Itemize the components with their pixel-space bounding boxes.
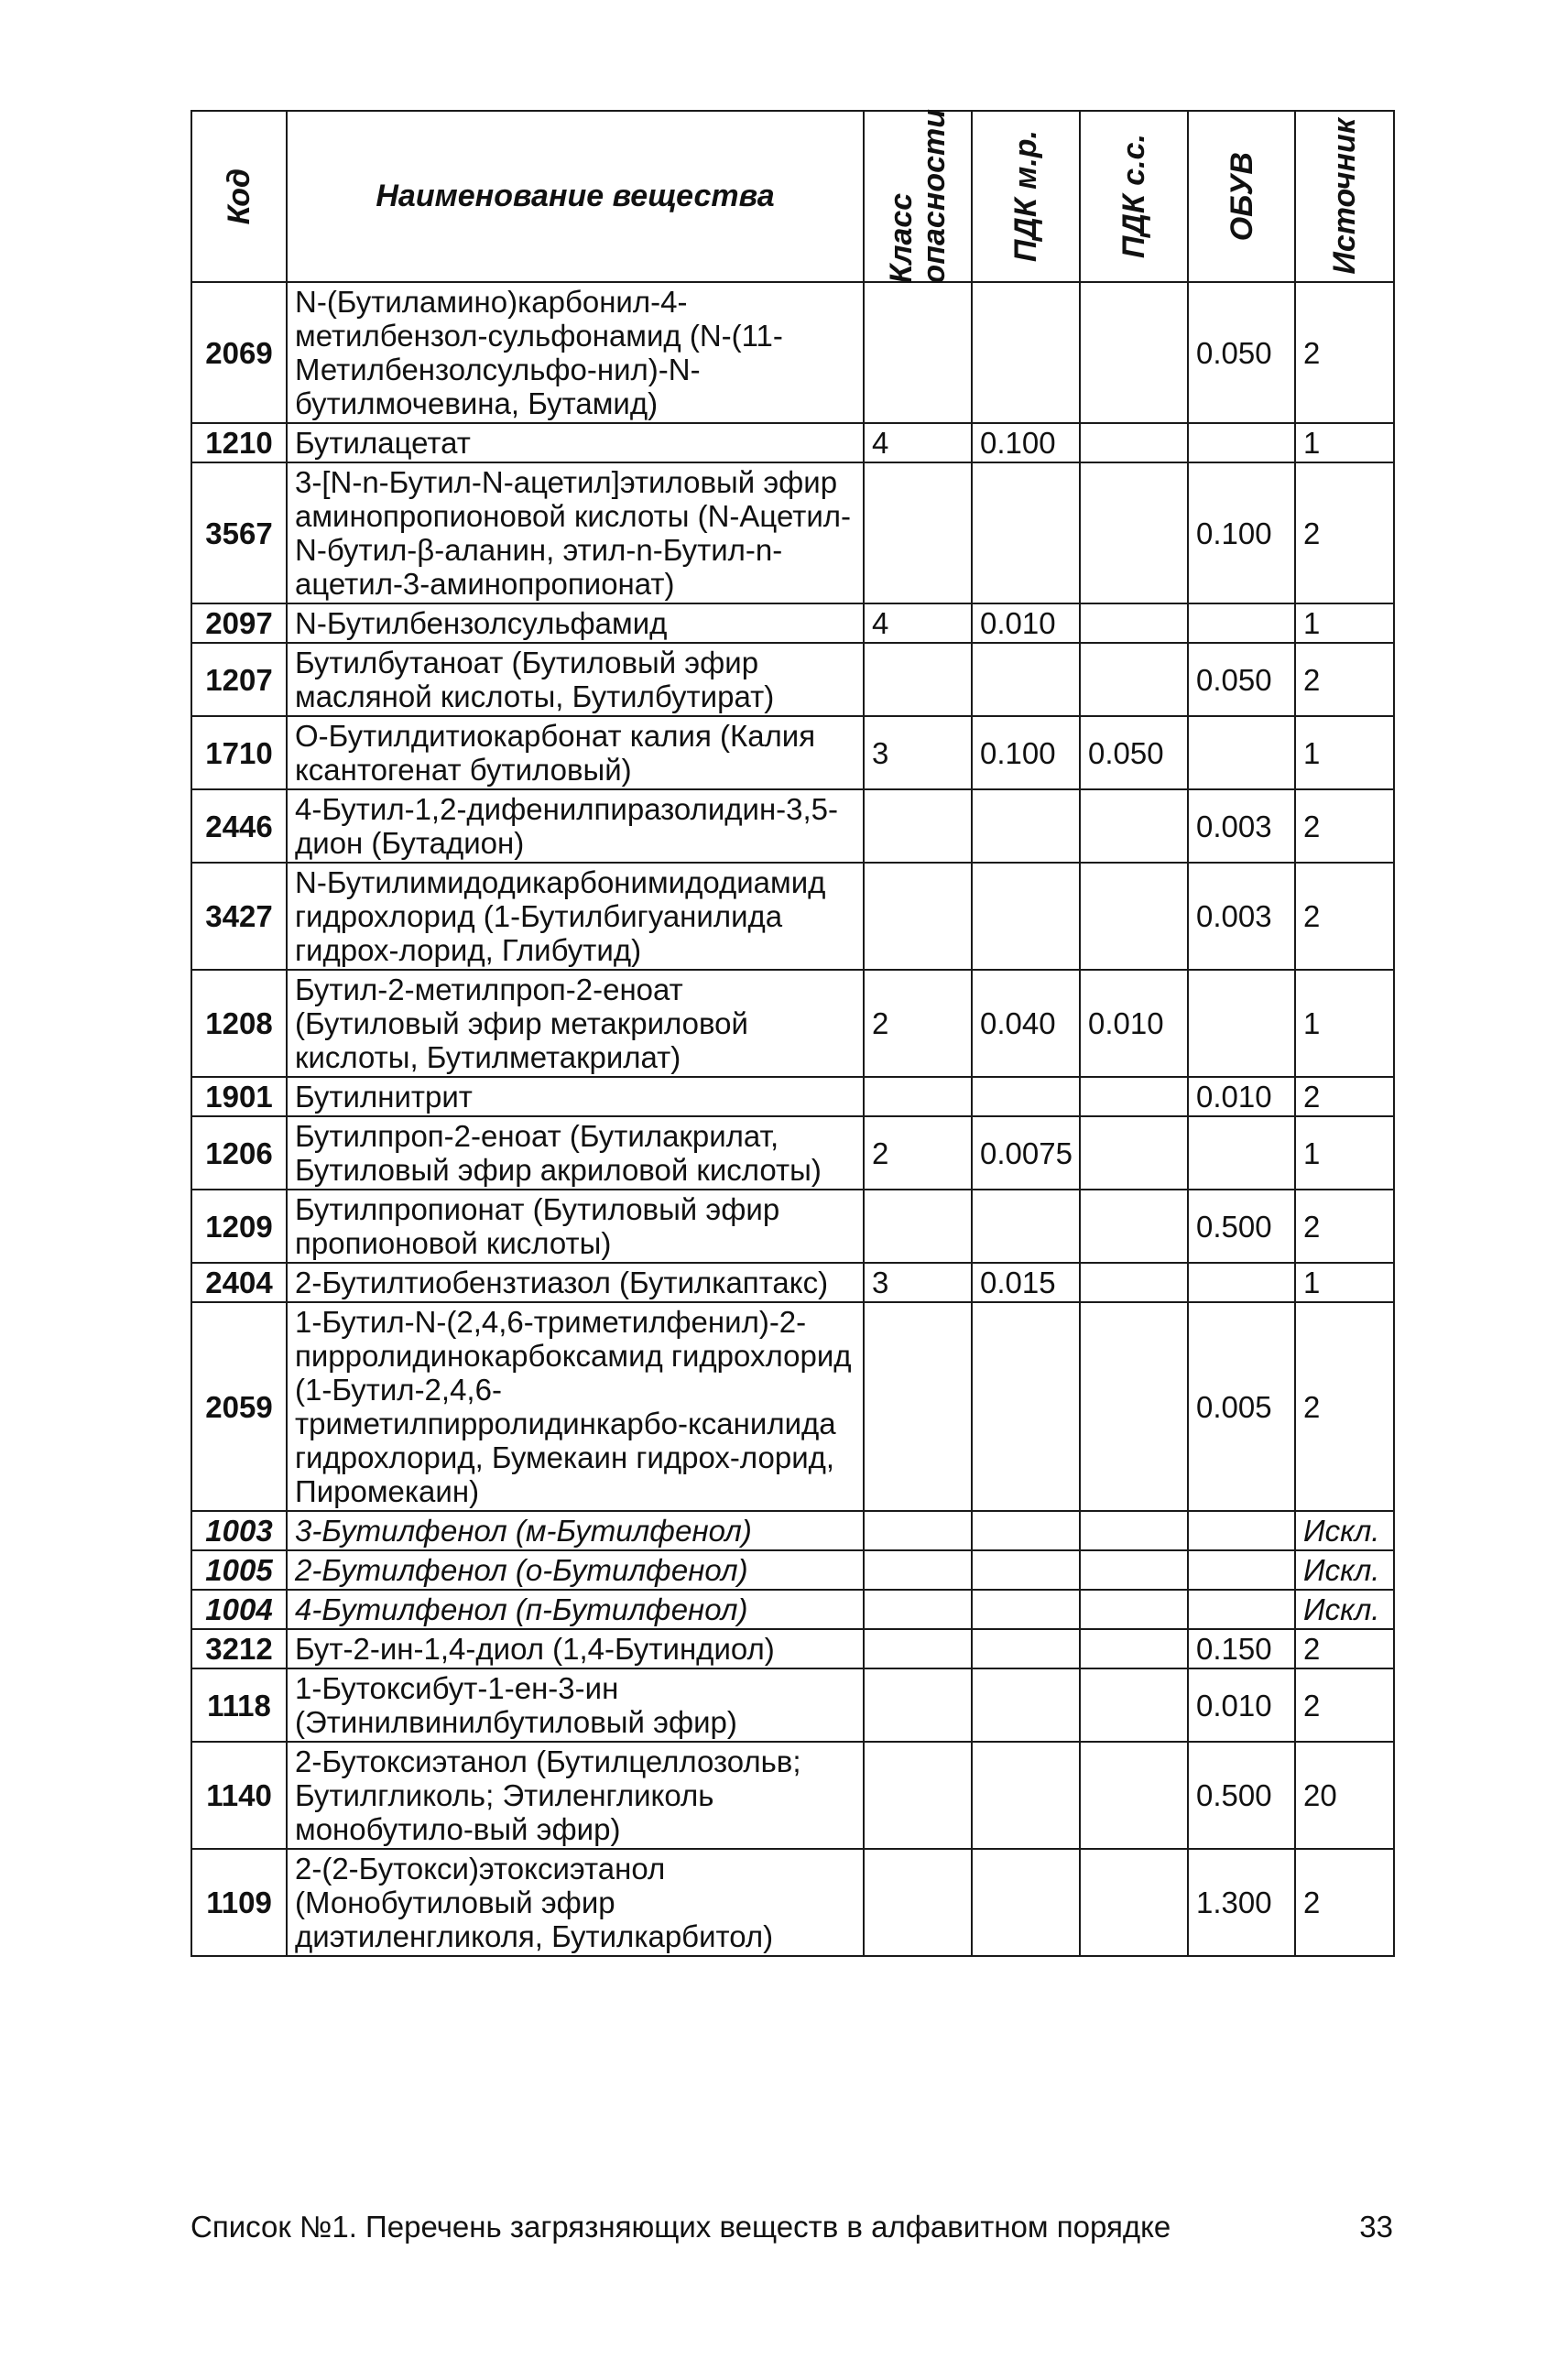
cell-pdk-mr — [972, 282, 1080, 423]
cell-code: 1140 — [191, 1742, 287, 1849]
table-row — [191, 1550, 1394, 1590]
table-row — [191, 1116, 1394, 1190]
cell-code: 1208 — [191, 970, 287, 1077]
cell-code: 1005 — [191, 1550, 287, 1590]
cell-pdk-mr — [972, 1511, 1080, 1550]
table-row — [191, 1742, 1394, 1849]
cell-pdk-mr: 0.0075 — [972, 1116, 1080, 1190]
cell-hazard-class — [864, 1629, 972, 1668]
cell-pdk-mr — [972, 643, 1080, 716]
cell-source: 2 — [1295, 789, 1394, 863]
cell-hazard-class — [864, 789, 972, 863]
cell-source: 2 — [1295, 1302, 1394, 1511]
cell-pdk-ss — [1080, 1190, 1188, 1263]
table-row — [191, 423, 1394, 462]
cell-pdk-ss — [1080, 1263, 1188, 1302]
cell-code: 1206 — [191, 1116, 287, 1190]
cell-name: Бутил-2-метилпроп-2-еноат (Бутиловый эфир метакриловой кислоты, Бутилметакрилат) — [287, 970, 864, 1077]
cell-source: 1 — [1295, 423, 1394, 462]
cell-source: 2 — [1295, 1190, 1394, 1263]
header-hazard-class: Класс опасности — [864, 111, 972, 282]
cell-code: 1207 — [191, 643, 287, 716]
cell-obuv — [1188, 970, 1295, 1077]
cell-pdk-ss — [1080, 1849, 1188, 1956]
cell-obuv — [1188, 1511, 1295, 1550]
cell-obuv: 0.050 — [1188, 643, 1295, 716]
cell-pdk-ss — [1080, 1629, 1188, 1668]
cell-name: 1-Бутил-N-(2,4,6-триметилфенил)-2-пирролидинокарбоксамид гидрохлорид (1-Бутил-2,4,6-триметилпирролидинкарбо-ксанилида гидрохлорид, Бумекаин гидрох-лорид, Пиромекаин) — [287, 1302, 864, 1511]
cell-pdk-ss — [1080, 1302, 1188, 1511]
cell-pdk-ss: 0.050 — [1080, 716, 1188, 789]
cell-pdk-mr — [972, 789, 1080, 863]
cell-source: 1 — [1295, 716, 1394, 789]
footer-caption: Список №1. Перечень загрязняющих веществ в алфавитном порядке — [191, 2210, 1171, 2244]
cell-hazard-class — [864, 863, 972, 970]
cell-pdk-mr — [972, 1077, 1080, 1116]
cell-hazard-class — [864, 1668, 972, 1742]
cell-pdk-mr: 0.040 — [972, 970, 1080, 1077]
cell-name: 4-Бутил-1,2-дифенилпиразолидин-3,5-дион (Бутадион) — [287, 789, 864, 863]
header-name: Наименование вещества — [287, 111, 864, 282]
cell-source: Искл. — [1295, 1590, 1394, 1629]
cell-obuv — [1188, 1590, 1295, 1629]
table-row — [191, 863, 1394, 970]
table-row — [191, 1190, 1394, 1263]
cell-hazard-class: 2 — [864, 1116, 972, 1190]
cell-pdk-mr: 0.100 — [972, 716, 1080, 789]
cell-code: 2404 — [191, 1263, 287, 1302]
cell-code: 1209 — [191, 1190, 287, 1263]
cell-pdk-mr: 0.015 — [972, 1263, 1080, 1302]
cell-obuv: 0.010 — [1188, 1668, 1295, 1742]
cell-hazard-class — [864, 1742, 972, 1849]
cell-pdk-mr: 0.100 — [972, 423, 1080, 462]
pollutants-table — [191, 110, 1395, 1957]
cell-pdk-ss — [1080, 603, 1188, 643]
cell-source: 2 — [1295, 462, 1394, 603]
cell-code: 2446 — [191, 789, 287, 863]
cell-code: 3427 — [191, 863, 287, 970]
table-row — [191, 643, 1394, 716]
cell-name: 2-Бутилфенол (о-Бутилфенол) — [287, 1550, 864, 1590]
table-row — [191, 1263, 1394, 1302]
page-number: 33 — [1359, 2210, 1393, 2244]
cell-source: 20 — [1295, 1742, 1394, 1849]
cell-obuv: 0.050 — [1188, 282, 1295, 423]
cell-pdk-mr — [972, 1590, 1080, 1629]
cell-name: Бут-2-ин-1,4-диол (1,4-Бутиндиол) — [287, 1629, 864, 1668]
cell-code: 2069 — [191, 282, 287, 423]
cell-pdk-mr — [972, 1550, 1080, 1590]
cell-code: 1118 — [191, 1668, 287, 1742]
cell-hazard-class — [864, 1302, 972, 1511]
cell-code: 2059 — [191, 1302, 287, 1511]
cell-hazard-class — [864, 462, 972, 603]
cell-name: Бутилпроп-2-еноат (Бутилакрилат, Бутиловый эфир акриловой кислоты) — [287, 1116, 864, 1190]
cell-source: 1 — [1295, 603, 1394, 643]
cell-pdk-ss — [1080, 462, 1188, 603]
cell-code: 3212 — [191, 1629, 287, 1668]
page-footer — [191, 2207, 1393, 2247]
cell-obuv — [1188, 1116, 1295, 1190]
cell-hazard-class — [864, 282, 972, 423]
cell-name: Бутилпропионат (Бутиловый эфир пропионовой кислоты) — [287, 1190, 864, 1263]
cell-pdk-ss — [1080, 643, 1188, 716]
cell-obuv — [1188, 716, 1295, 789]
cell-name: 2-Бутоксиэтанол (Бутилцеллозольв; Бутилгликоль; Этиленгликоль монобутило-вый эфир) — [287, 1742, 864, 1849]
cell-code: 1003 — [191, 1511, 287, 1550]
cell-pdk-mr — [972, 1742, 1080, 1849]
header-source: Источник — [1295, 111, 1394, 282]
cell-obuv: 0.500 — [1188, 1190, 1295, 1263]
cell-obuv: 0.003 — [1188, 789, 1295, 863]
header-obuv: ОБУВ — [1188, 111, 1295, 282]
cell-source: 2 — [1295, 643, 1394, 716]
table-row — [191, 462, 1394, 603]
table-row — [191, 1590, 1394, 1629]
cell-hazard-class: 4 — [864, 423, 972, 462]
cell-pdk-ss — [1080, 1668, 1188, 1742]
table-row — [191, 716, 1394, 789]
cell-obuv: 0.010 — [1188, 1077, 1295, 1116]
cell-obuv — [1188, 603, 1295, 643]
cell-obuv: 1.300 — [1188, 1849, 1295, 1956]
table-row — [191, 1302, 1394, 1511]
cell-hazard-class — [864, 643, 972, 716]
table-row — [191, 789, 1394, 863]
cell-pdk-ss — [1080, 1590, 1188, 1629]
cell-pdk-ss — [1080, 1077, 1188, 1116]
table-row — [191, 603, 1394, 643]
cell-name: Бутилацетат — [287, 423, 864, 462]
cell-obuv: 0.100 — [1188, 462, 1295, 603]
cell-code: 1004 — [191, 1590, 287, 1629]
cell-pdk-ss — [1080, 1116, 1188, 1190]
cell-obuv — [1188, 1550, 1295, 1590]
cell-source: 1 — [1295, 1263, 1394, 1302]
cell-code: 1710 — [191, 716, 287, 789]
cell-code: 1210 — [191, 423, 287, 462]
cell-pdk-ss: 0.010 — [1080, 970, 1188, 1077]
cell-pdk-ss — [1080, 789, 1188, 863]
cell-source: 2 — [1295, 863, 1394, 970]
cell-name: 2-(2-Бутокси)этоксиэтанол (Монобутиловый эфир диэтиленгликоля, Бутилкарбитол) — [287, 1849, 864, 1956]
cell-source: Искл. — [1295, 1550, 1394, 1590]
cell-source: 2 — [1295, 1668, 1394, 1742]
cell-source: 2 — [1295, 282, 1394, 423]
cell-obuv: 0.005 — [1188, 1302, 1295, 1511]
table-body — [191, 282, 1394, 1956]
table-row — [191, 1629, 1394, 1668]
cell-pdk-mr — [972, 1302, 1080, 1511]
cell-source: 1 — [1295, 1116, 1394, 1190]
cell-pdk-mr: 0.010 — [972, 603, 1080, 643]
cell-name: N-(Бутиламино)карбонил-4-метилбензол-сульфонамид (N-(11-Метилбензолсульфо-нил)-N-бутилмочевина, Бутамид) — [287, 282, 864, 423]
table-row — [191, 1668, 1394, 1742]
cell-name: 1-Бутоксибут-1-ен-3-ин (Этинилвинилбутиловый эфир) — [287, 1668, 864, 1742]
cell-hazard-class — [864, 1849, 972, 1956]
cell-hazard-class — [864, 1077, 972, 1116]
cell-hazard-class — [864, 1511, 972, 1550]
cell-name: N-Бутилбензолсульфамид — [287, 603, 864, 643]
cell-code: 3567 — [191, 462, 287, 603]
cell-pdk-mr — [972, 1190, 1080, 1263]
cell-source: 1 — [1295, 970, 1394, 1077]
cell-obuv — [1188, 1263, 1295, 1302]
cell-obuv: 0.500 — [1188, 1742, 1295, 1849]
cell-code: 1901 — [191, 1077, 287, 1116]
cell-pdk-ss — [1080, 1511, 1188, 1550]
cell-name: О-Бутилдитиокарбонат калия (Калия ксантогенат бутиловый) — [287, 716, 864, 789]
cell-name: 3-Бутилфенол (м-Бутилфенол) — [287, 1511, 864, 1550]
table-header-row — [191, 111, 1394, 282]
header-pdk-mr: ПДК м.р. — [972, 111, 1080, 282]
cell-pdk-mr — [972, 863, 1080, 970]
cell-source: Искл. — [1295, 1511, 1394, 1550]
cell-pdk-mr — [972, 1629, 1080, 1668]
table-row — [191, 282, 1394, 423]
cell-pdk-ss — [1080, 1742, 1188, 1849]
cell-obuv: 0.150 — [1188, 1629, 1295, 1668]
cell-pdk-mr — [972, 1849, 1080, 1956]
cell-hazard-class — [864, 1190, 972, 1263]
header-code: Код — [191, 111, 287, 282]
cell-code: 2097 — [191, 603, 287, 643]
cell-hazard-class — [864, 1590, 972, 1629]
cell-name: Бутилбутаноат (Бутиловый эфир масляной кислоты, Бутилбутират) — [287, 643, 864, 716]
cell-name: Бутилнитрит — [287, 1077, 864, 1116]
cell-pdk-ss — [1080, 282, 1188, 423]
cell-name: 3-[N-n-Бутил-N-ацетил]этиловый эфир аминопропионовой кислоты (N-Ацетил-N-бутил-β-аланин, этил-n-Бутил-n-ацетил-3-аминопропионат) — [287, 462, 864, 603]
cell-pdk-mr — [972, 462, 1080, 603]
cell-name: N-Бутилимидодикарбонимидодиамид гидрохлорид (1-Бутилбигуанилида гидрох-лорид, Глибутид) — [287, 863, 864, 970]
header-pdk-ss: ПДК с.с. — [1080, 111, 1188, 282]
cell-hazard-class: 2 — [864, 970, 972, 1077]
table-row — [191, 1511, 1394, 1550]
table-row — [191, 1077, 1394, 1116]
cell-pdk-ss — [1080, 1550, 1188, 1590]
table-row — [191, 970, 1394, 1077]
cell-name: 4-Бутилфенол (п-Бутилфенол) — [287, 1590, 864, 1629]
cell-source: 2 — [1295, 1629, 1394, 1668]
cell-pdk-ss — [1080, 423, 1188, 462]
cell-hazard-class: 3 — [864, 1263, 972, 1302]
cell-code: 1109 — [191, 1849, 287, 1956]
cell-hazard-class: 4 — [864, 603, 972, 643]
cell-hazard-class — [864, 1550, 972, 1590]
cell-name: 2-Бутилтиобензтиазол (Бутилкаптакс) — [287, 1263, 864, 1302]
cell-hazard-class: 3 — [864, 716, 972, 789]
cell-source: 2 — [1295, 1849, 1394, 1956]
cell-source: 2 — [1295, 1077, 1394, 1116]
cell-obuv — [1188, 423, 1295, 462]
table-row — [191, 1849, 1394, 1956]
cell-obuv: 0.003 — [1188, 863, 1295, 970]
cell-pdk-mr — [972, 1668, 1080, 1742]
cell-pdk-ss — [1080, 863, 1188, 970]
